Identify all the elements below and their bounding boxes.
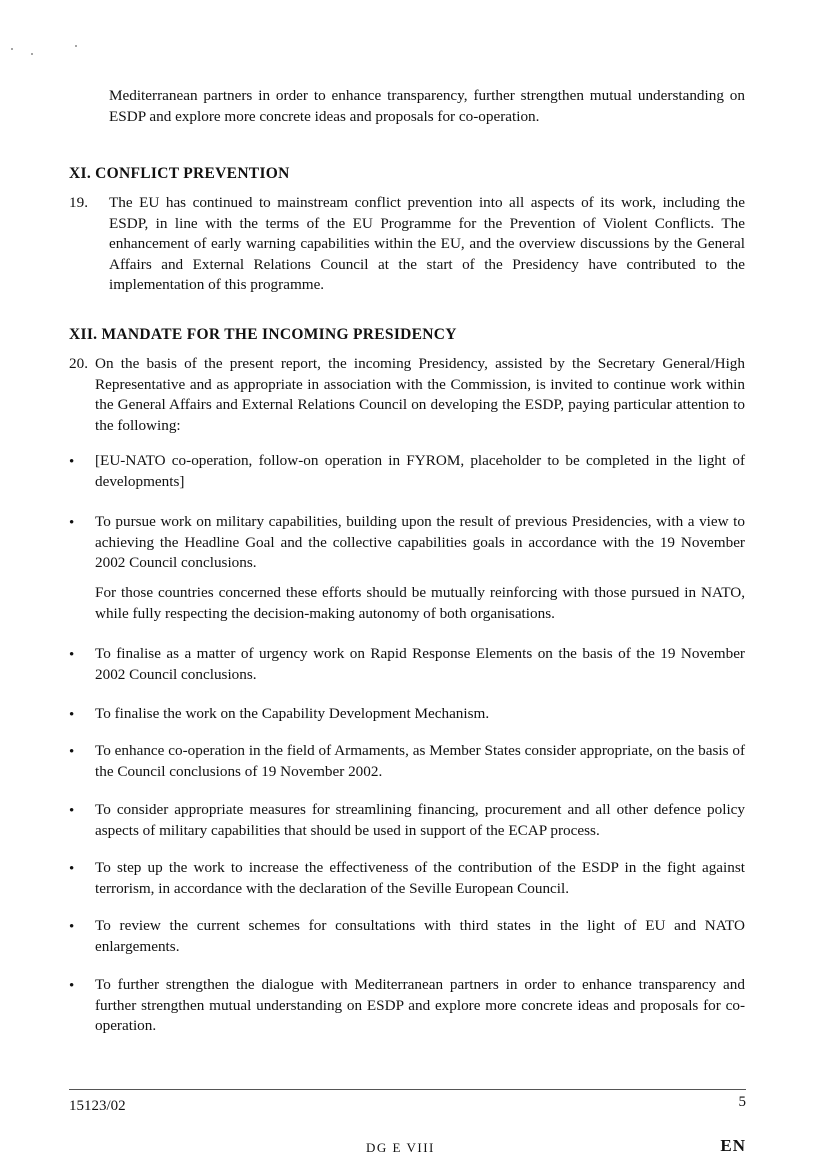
list-item: To consider appropriate measures for streamlining financing, procurement and all other defence policy aspects of military capabilities that should be used in support of the ECAP process. xyxy=(95,801,745,839)
language-code: EN xyxy=(720,1136,746,1155)
list-item: To step up the work to increase the effectiveness of the contribution of the ESDP in the fight against terrorism, in accordance with the declaration of the Seville European Council. xyxy=(95,859,745,897)
list-item-followup: For those countries concerned these efforts should be mutually reinforcing with those pursued in NATO, while fully respecting the decision-making autonomy of both organisations. xyxy=(95,584,745,622)
page-number: 5 xyxy=(738,1094,746,1110)
bullet-marker: • xyxy=(69,647,75,663)
list-item: To finalise as a matter of urgency work on Rapid Response Elements on the basis of the 19 November 2002 Council conclusions. xyxy=(95,645,745,683)
paragraph-20: On the basis of the present report, the incoming Presidency, assisted by the Secretary General/High Representative and as appropriate in association with the Commission, is invited to continue work within the General Affairs and External Relations Council on developing the ESDP, paying particular attention to the following: xyxy=(95,355,745,434)
bullet-marker: • xyxy=(69,861,75,877)
scan-speck xyxy=(75,45,77,47)
footer-divider xyxy=(69,1089,746,1090)
bullet-marker: • xyxy=(69,707,75,723)
scan-speck xyxy=(31,53,33,55)
directorate-label: DG E VIII xyxy=(366,1140,435,1155)
list-item: To further strengthen the dialogue with Mediterranean partners in order to enhance transparency and further strengthen mutual understanding on ESDP and explore more concrete ideas and proposals for co-operation. xyxy=(95,976,745,1034)
paragraph-number: 19. xyxy=(69,194,88,211)
list-item: To review the current schemes for consultations with third states in the light of EU and NATO enlargements. xyxy=(95,917,745,955)
intro-paragraph: Mediterranean partners in order to enhance transparency, further strengthen mutual understanding on ESDP and explore more concrete ideas and proposals for co-operation. xyxy=(109,87,745,125)
bullet-marker: • xyxy=(69,515,75,531)
paragraph-number: 20. xyxy=(69,355,88,372)
bullet-marker: • xyxy=(69,919,75,935)
scan-speck xyxy=(11,48,13,50)
bullet-marker: • xyxy=(69,978,75,994)
paragraph-19: The EU has continued to mainstream conflict prevention into all aspects of its work, including the ESDP, in line with the terms of the EU Programme for the Prevention of Violent Conflicts. The enhancement of early warning capabilities within the EU, and the overview discussions by the General Affairs and External Relations Council at the start of the Presidency have contributed to the implementation of this programme. xyxy=(109,194,745,293)
list-item: [EU-NATO co-operation, follow-on operation in FYROM, placeholder to be completed in the light of developments] xyxy=(95,452,745,490)
section-heading-conflict-prevention: XI. CONFLICT PREVENTION xyxy=(69,165,290,182)
bullet-marker: • xyxy=(69,803,75,819)
bullet-marker: • xyxy=(69,744,75,760)
document-number: 15123/02 xyxy=(69,1098,126,1114)
list-item: To pursue work on military capabilities, building upon the result of previous Presidencies, with a view to achieving the Headline Goal and the collective capabilities goals in accordance with the 19 November 2002 Council conclusions. xyxy=(95,513,745,571)
section-heading-mandate: XII. MANDATE FOR THE INCOMING PRESIDENCY xyxy=(69,326,457,343)
list-item: To finalise the work on the Capability Development Mechanism. xyxy=(95,705,490,722)
list-item: To enhance co-operation in the field of Armaments, as Member States consider appropriate, on the basis of the Council conclusions of 19 November 2002. xyxy=(95,742,745,780)
bullet-marker: • xyxy=(69,454,75,470)
